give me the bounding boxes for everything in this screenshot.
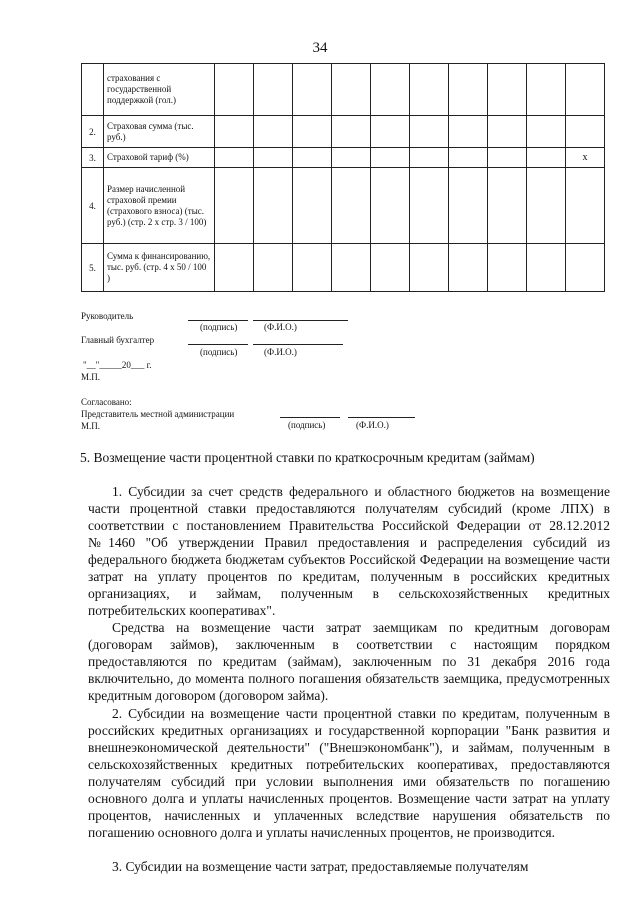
admin-name-caption: (Ф.И.О.) bbox=[356, 420, 389, 430]
row-number bbox=[82, 64, 104, 116]
head-signature-caption: (подпись) bbox=[200, 322, 238, 332]
head-name-caption: (Ф.И.О.) bbox=[264, 322, 297, 332]
accountant-name-line bbox=[253, 344, 343, 345]
table-cell bbox=[410, 116, 449, 148]
row-number: 4. bbox=[82, 168, 104, 244]
row-number: 2. bbox=[82, 116, 104, 148]
table-row bbox=[82, 244, 605, 292]
row-label: Страховая сумма (тыс. руб.) bbox=[104, 116, 215, 148]
table-cell bbox=[332, 148, 371, 168]
admin-name-line bbox=[348, 417, 415, 418]
table-cell bbox=[410, 244, 449, 292]
table-cell bbox=[371, 64, 410, 116]
admin-label: Представитель местной администрации bbox=[81, 409, 235, 419]
head-name-line bbox=[253, 320, 348, 321]
page-number: 34 bbox=[312, 40, 328, 56]
table-cell bbox=[371, 148, 410, 168]
paragraph-3: 2. Субсидии на возмещение части процентной ставки по кредитам, полученным в российских кредитных организациях и государственной корпорации "Банк развития и внешнеэкономической деятельности" ("Внешэкономбанк"), и займам, полученным в сельскохозяйственных кредитных потребительских кооперативах, предоставляются получателям субсидий при условии выполнения ими обязательств по погашению основного долга и уплаты начисленных процентов. Возмещение части затрат на уплату процентов, начисленных и уплаченных вследствие нарушения обязательств по погашению основного долга и уплаты начисленных процентов, не производится. bbox=[88, 706, 610, 840]
row-number: 5. bbox=[82, 244, 104, 292]
table-cell bbox=[254, 148, 293, 168]
table-cell bbox=[293, 168, 332, 244]
table-cell bbox=[371, 168, 410, 244]
table-cell bbox=[566, 116, 605, 148]
row-number: 3. bbox=[82, 148, 104, 168]
table-cell bbox=[410, 64, 449, 116]
table-cell bbox=[449, 116, 488, 148]
table-cell bbox=[254, 64, 293, 116]
row-label: страхования с государственной поддержкой (гол.) bbox=[104, 64, 215, 116]
table-cell: х bbox=[566, 148, 605, 168]
paragraph-2: Средства на возмещение части затрат заемщикам по кредитным договорам (договорам займов), заключенным в соответствии с настоящим порядком предоставляются по кредитам (займам), заключенным по 31 декабря 2016 года включительно, до момента полного погашения обязательств заемщика, предусмотренных кредитным договором (договором займа). bbox=[88, 620, 610, 703]
seal-label: М.П. bbox=[81, 372, 101, 382]
table-cell bbox=[527, 148, 566, 168]
row-label: Сумма к финансированию, тыс. руб. (стр. 4 х 50 / 100 ) bbox=[104, 244, 215, 292]
table-cell bbox=[332, 64, 371, 116]
table-row bbox=[82, 148, 605, 168]
table-cell bbox=[215, 244, 254, 292]
table-cell bbox=[410, 168, 449, 244]
head-signature-line bbox=[188, 320, 248, 321]
table-cell bbox=[449, 64, 488, 116]
table-row bbox=[82, 64, 605, 116]
head-label: Руководитель bbox=[81, 311, 134, 321]
accountant-signature-caption: (подпись) bbox=[200, 347, 238, 357]
table-cell bbox=[254, 116, 293, 148]
table-cell bbox=[215, 64, 254, 116]
table-cell bbox=[332, 244, 371, 292]
table-cell bbox=[332, 116, 371, 148]
agreed-label: Согласовано: bbox=[81, 397, 132, 407]
table-cell bbox=[449, 244, 488, 292]
table-cell bbox=[371, 116, 410, 148]
paragraph-4: 3. Субсидии на возмещение части затрат, предоставляемые получателям bbox=[112, 859, 529, 874]
table-cell bbox=[566, 64, 605, 116]
accountant-signature-line bbox=[188, 344, 248, 345]
accountant-name-caption: (Ф.И.О.) bbox=[264, 347, 297, 357]
accountant-label: Главный бухгалтер bbox=[81, 335, 155, 345]
admin-signature-caption: (подпись) bbox=[288, 420, 326, 430]
table-cell bbox=[254, 244, 293, 292]
table-cell bbox=[527, 116, 566, 148]
table-cell bbox=[293, 148, 332, 168]
table-cell bbox=[449, 168, 488, 244]
admin-seal-label: М.П. bbox=[81, 421, 101, 431]
table-cell bbox=[566, 244, 605, 292]
row-label: Размер начисленной страховой премии (страхового взноса) (тыс. руб.) (стр. 2 х стр. 3 / 100) bbox=[104, 168, 215, 244]
table-cell bbox=[332, 168, 371, 244]
table-cell bbox=[293, 64, 332, 116]
paragraph-1: 1. Субсидии за счет средств федерального и областного бюджетов на возмещение части процентной ставки предоставляются получателям субсидий (кроме ЛПХ) в соответствии с постановлением Правительства Российской Федерации от 28.12.2012 №1460 "Об утверждении Правил предоставления и распределения субсидий из федерального бюджета бюджетам субъектов Российской Федерации на возмещение части затрат на уплату процентов по кредитам, полученным в российских кредитных организациях, и займам, полученным в сельскохозяйственных кредитных потребительских кооперативах". bbox=[88, 484, 610, 618]
table-cell bbox=[488, 116, 527, 148]
table-row bbox=[82, 116, 605, 148]
table-cell bbox=[527, 168, 566, 244]
table-cell bbox=[566, 168, 605, 244]
table-cell bbox=[449, 148, 488, 168]
table-cell bbox=[293, 116, 332, 148]
table-cell bbox=[527, 64, 566, 116]
table-cell bbox=[371, 244, 410, 292]
table-cell bbox=[215, 116, 254, 148]
table-cell bbox=[488, 148, 527, 168]
admin-signature-line bbox=[280, 417, 340, 418]
table-cell bbox=[488, 244, 527, 292]
row-label: Страховой тариф (%) bbox=[104, 148, 215, 168]
section-heading: 5. Возмещение части процентной ставки по краткосрочным кредитам (займам) bbox=[80, 450, 535, 465]
table-cell bbox=[527, 244, 566, 292]
table-cell bbox=[215, 168, 254, 244]
table-cell bbox=[488, 168, 527, 244]
date-line: "__"_____20___ г. bbox=[83, 360, 152, 370]
data-table bbox=[81, 63, 605, 292]
table-cell bbox=[488, 64, 527, 116]
table-cell bbox=[410, 148, 449, 168]
table-row bbox=[82, 168, 605, 244]
table-cell bbox=[293, 244, 332, 292]
table-cell bbox=[215, 148, 254, 168]
table-cell bbox=[254, 168, 293, 244]
